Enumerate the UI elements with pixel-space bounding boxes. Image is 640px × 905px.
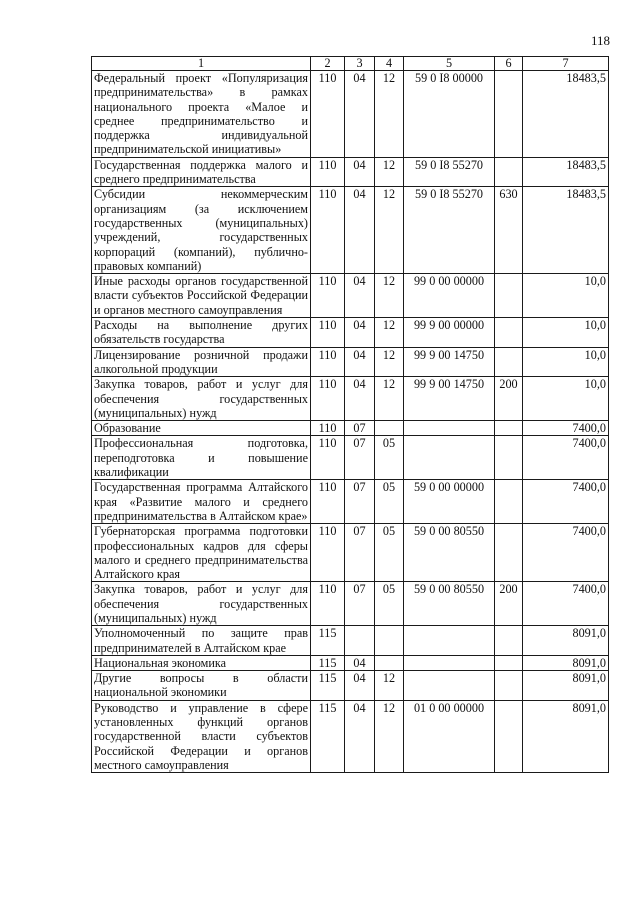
ministry-code: 110 <box>311 524 345 582</box>
section-code: 04 <box>345 671 375 701</box>
item-name: Профессиональная подготовка, переподготовка и повышение квалификации <box>92 436 311 480</box>
target-item-code: 59 0 I8 55270 <box>404 187 495 274</box>
item-name: Закупка товаров, работ и услуг для обеспечения государственных (муниципальных) нужд <box>92 582 311 626</box>
amount: 10,0 <box>523 377 609 421</box>
item-name: Иные расходы органов государственной власти субъектов Российской Федерации и органов местного самоуправления <box>92 274 311 318</box>
table-row <box>92 480 609 524</box>
amount: 10,0 <box>523 274 609 318</box>
ministry-code: 115 <box>311 626 345 656</box>
ministry-code: 110 <box>311 421 345 436</box>
target-item-code: 01 0 00 00000 <box>404 700 495 772</box>
table-row <box>92 274 609 318</box>
section-code: 04 <box>345 157 375 187</box>
ministry-code: 115 <box>311 655 345 670</box>
table-row <box>92 347 609 377</box>
amount: 7400,0 <box>523 582 609 626</box>
expense-type-code <box>495 480 523 524</box>
item-name: Федеральный проект «Популяризация предпринимательства» в рамках национального проекта «Малое и среднее предпринимательство и поддержка индивидуальной предпринимательской инициативы» <box>92 71 311 158</box>
subsection-code <box>375 655 404 670</box>
item-name: Расходы на выполнение других обязательств государства <box>92 318 311 348</box>
ministry-code: 110 <box>311 187 345 274</box>
target-item-code <box>404 671 495 701</box>
target-item-code: 99 9 00 00000 <box>404 318 495 348</box>
target-item-code: 59 0 00 00000 <box>404 480 495 524</box>
budget-table <box>91 56 609 773</box>
ministry-code: 110 <box>311 480 345 524</box>
expense-type-code <box>495 671 523 701</box>
item-name: Образование <box>92 421 311 436</box>
expense-type-code <box>495 655 523 670</box>
target-item-code: 99 9 00 14750 <box>404 347 495 377</box>
column-header: 6 <box>495 57 523 71</box>
amount: 7400,0 <box>523 524 609 582</box>
target-item-code: 59 0 I8 55270 <box>404 157 495 187</box>
expense-type-code <box>495 421 523 436</box>
subsection-code: 12 <box>375 700 404 772</box>
amount: 8091,0 <box>523 671 609 701</box>
ministry-code: 115 <box>311 671 345 701</box>
table-row <box>92 582 609 626</box>
subsection-code: 12 <box>375 187 404 274</box>
section-code: 07 <box>345 421 375 436</box>
table-row <box>92 655 609 670</box>
subsection-code: 12 <box>375 347 404 377</box>
expense-type-code <box>495 157 523 187</box>
amount: 10,0 <box>523 318 609 348</box>
subsection-code: 12 <box>375 318 404 348</box>
item-name: Национальная экономика <box>92 655 311 670</box>
table-row <box>92 421 609 436</box>
expense-type-code: 630 <box>495 187 523 274</box>
section-code: 07 <box>345 480 375 524</box>
subsection-code: 05 <box>375 480 404 524</box>
target-item-code: 59 0 I8 00000 <box>404 71 495 158</box>
expense-type-code <box>495 524 523 582</box>
item-name: Закупка товаров, работ и услуг для обеспечения государственных (муниципальных) нужд <box>92 377 311 421</box>
column-header: 3 <box>345 57 375 71</box>
section-code: 04 <box>345 700 375 772</box>
amount: 10,0 <box>523 347 609 377</box>
expense-type-code <box>495 700 523 772</box>
section-code: 04 <box>345 318 375 348</box>
subsection-code: 05 <box>375 436 404 480</box>
section-code: 04 <box>345 187 375 274</box>
section-code: 07 <box>345 436 375 480</box>
section-code: 04 <box>345 347 375 377</box>
table-row <box>92 700 609 772</box>
target-item-code: 99 9 00 14750 <box>404 377 495 421</box>
expense-type-code <box>495 347 523 377</box>
expense-type-code: 200 <box>495 582 523 626</box>
page-number: 118 <box>590 33 610 48</box>
item-name: Губернаторская программа подготовки профессиональных кадров для сферы малого и среднего предпринимательства Алтайского края <box>92 524 311 582</box>
ministry-code: 110 <box>311 157 345 187</box>
expense-type-code <box>495 71 523 158</box>
target-item-code <box>404 436 495 480</box>
amount: 18483,5 <box>523 71 609 158</box>
subsection-code <box>375 626 404 656</box>
ministry-code: 110 <box>311 582 345 626</box>
column-header: 7 <box>523 57 609 71</box>
amount: 7400,0 <box>523 480 609 524</box>
amount: 8091,0 <box>523 655 609 670</box>
amount: 18483,5 <box>523 157 609 187</box>
table-row <box>92 524 609 582</box>
header-row <box>92 57 609 71</box>
target-item-code <box>404 626 495 656</box>
expense-type-code <box>495 436 523 480</box>
item-name: Субсидии некоммерческим организациям (за исключением государственных (муниципальных) учреждений, государственных корпораций (компаний), публично-правовых компаний) <box>92 187 311 274</box>
expense-type-code: 200 <box>495 377 523 421</box>
item-name: Государственная программа Алтайского края «Развитие малого и среднего предпринимательства в Алтайском крае» <box>92 480 311 524</box>
target-item-code <box>404 655 495 670</box>
table-row <box>92 377 609 421</box>
ministry-code: 110 <box>311 318 345 348</box>
item-name: Уполномоченный по защите прав предпринимателей в Алтайском крае <box>92 626 311 656</box>
expense-type-code <box>495 318 523 348</box>
ministry-code: 110 <box>311 71 345 158</box>
section-code: 04 <box>345 655 375 670</box>
table-row <box>92 626 609 656</box>
section-code: 04 <box>345 274 375 318</box>
column-header: 4 <box>375 57 404 71</box>
subsection-code: 12 <box>375 274 404 318</box>
item-name: Руководство и управление в сфере установленных функций органов государственной власти субъектов Российской Федерации и органов местного самоуправления <box>92 700 311 772</box>
subsection-code: 12 <box>375 71 404 158</box>
table-row <box>92 436 609 480</box>
amount: 8091,0 <box>523 700 609 772</box>
column-header: 1 <box>92 57 311 71</box>
section-code: 04 <box>345 377 375 421</box>
subsection-code <box>375 421 404 436</box>
column-header: 2 <box>311 57 345 71</box>
table-row <box>92 187 609 274</box>
item-name: Государственная поддержка малого и среднего предпринимательства <box>92 157 311 187</box>
section-code <box>345 626 375 656</box>
subsection-code: 05 <box>375 582 404 626</box>
section-code: 04 <box>345 71 375 158</box>
subsection-code: 12 <box>375 377 404 421</box>
subsection-code: 05 <box>375 524 404 582</box>
section-code: 07 <box>345 582 375 626</box>
target-item-code <box>404 421 495 436</box>
table-row <box>92 157 609 187</box>
target-item-code: 59 0 00 80550 <box>404 524 495 582</box>
target-item-code: 59 0 00 80550 <box>404 582 495 626</box>
table-row <box>92 671 609 701</box>
ministry-code: 110 <box>311 436 345 480</box>
ministry-code: 110 <box>311 347 345 377</box>
item-name: Лицензирование розничной продажи алкогольной продукции <box>92 347 311 377</box>
ministry-code: 115 <box>311 700 345 772</box>
section-code: 07 <box>345 524 375 582</box>
amount: 7400,0 <box>523 436 609 480</box>
amount: 7400,0 <box>523 421 609 436</box>
expense-type-code <box>495 626 523 656</box>
table-row <box>92 71 609 158</box>
subsection-code: 12 <box>375 157 404 187</box>
item-name: Другие вопросы в области национальной экономики <box>92 671 311 701</box>
ministry-code: 110 <box>311 377 345 421</box>
subsection-code: 12 <box>375 671 404 701</box>
amount: 18483,5 <box>523 187 609 274</box>
amount: 8091,0 <box>523 626 609 656</box>
column-header: 5 <box>404 57 495 71</box>
table-row <box>92 318 609 348</box>
expense-type-code <box>495 274 523 318</box>
ministry-code: 110 <box>311 274 345 318</box>
target-item-code: 99 0 00 00000 <box>404 274 495 318</box>
